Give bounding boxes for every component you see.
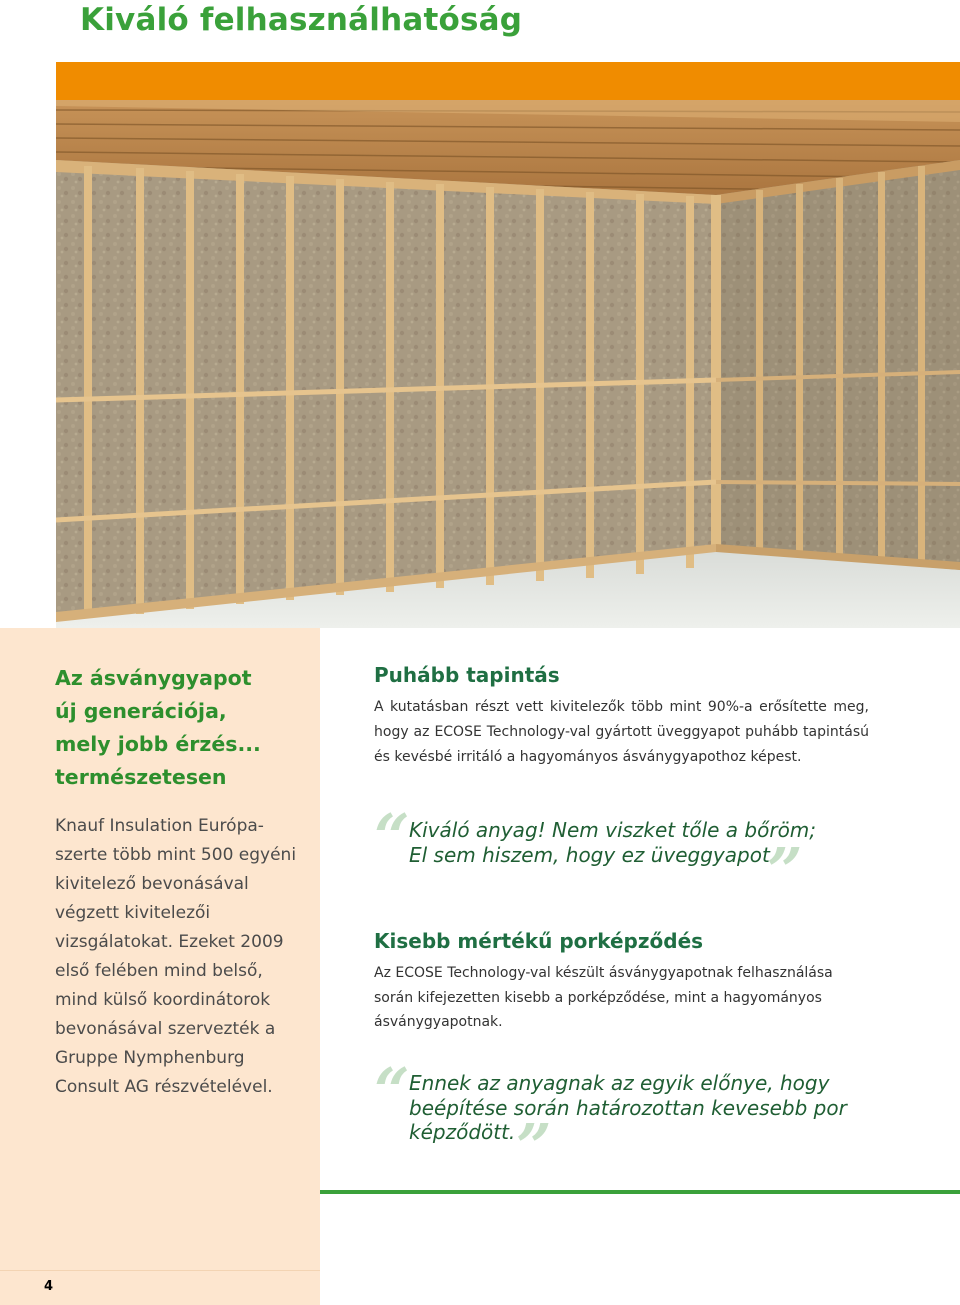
section-heading-softer-touch: Puhább tapintás bbox=[374, 663, 560, 687]
sidebar-heading bbox=[55, 662, 315, 794]
quote-one bbox=[409, 818, 816, 867]
green-divider-rule bbox=[320, 1190, 960, 1194]
quote-line: képződött. bbox=[409, 1120, 516, 1144]
quote-line: El sem hiszem, hogy ez üveggyapot. bbox=[409, 842, 777, 867]
close-quote-mark: ” bbox=[516, 1110, 552, 1183]
quote-two bbox=[409, 1071, 847, 1145]
sidebar-heading-line: új generációja, bbox=[55, 699, 227, 723]
quote-line: beépítése során határozottan kevesebb por bbox=[409, 1095, 847, 1120]
sidebar-heading-line: Az ásványgyapot bbox=[55, 666, 252, 690]
page-title: Kiváló felhasználhatóság bbox=[80, 2, 523, 38]
close-quote-mark: ” bbox=[767, 834, 803, 907]
insulated-wall-room-photo bbox=[56, 100, 960, 628]
section-text-softer-touch: A kutatásban részt vett kivitelezők több mint 90%-a erősítette meg, hogy az ECOSE Technology-val gyártott üveggyapot puhább tapintású és kevésbé irritáló a hagyományos ásványgyapothoz képest. bbox=[374, 699, 869, 765]
open-quote-mark: “ bbox=[374, 1054, 410, 1127]
orange-header-bar bbox=[56, 62, 960, 100]
sidebar-heading-line: természetesen bbox=[55, 765, 227, 789]
quote-line: Ennek az anyagnak az egyik előnye, hogy bbox=[409, 1071, 830, 1095]
page-number: 4 bbox=[44, 1279, 54, 1294]
open-quote-mark: “ bbox=[374, 800, 410, 873]
sidebar-body-text: Knauf Insulation Európa- szerte több mint 500 egyéni kivitelező bevonásával végzett kivitelezői vizsgálatokat. Ezeket 2009 első felében mind belső, mind külső koordinátorok bevonásával szervezték a Gruppe Nymphenburg Consult AG részvételével. bbox=[55, 816, 297, 1097]
quote-line: Kiváló anyag! Nem viszket tőle a bőröm; bbox=[409, 818, 817, 842]
section-heading-less-dust: Kisebb mértékű porképződés bbox=[374, 929, 704, 953]
section-text-less-dust: Az ECOSE Technology-val készült ásványgyapotnak felhasználása során kifejezetten kisebb a porképződése, mint a hagyományos ásványgyapotnak. bbox=[374, 965, 833, 1030]
sidebar-heading-line: mely jobb érzés... bbox=[55, 732, 261, 756]
